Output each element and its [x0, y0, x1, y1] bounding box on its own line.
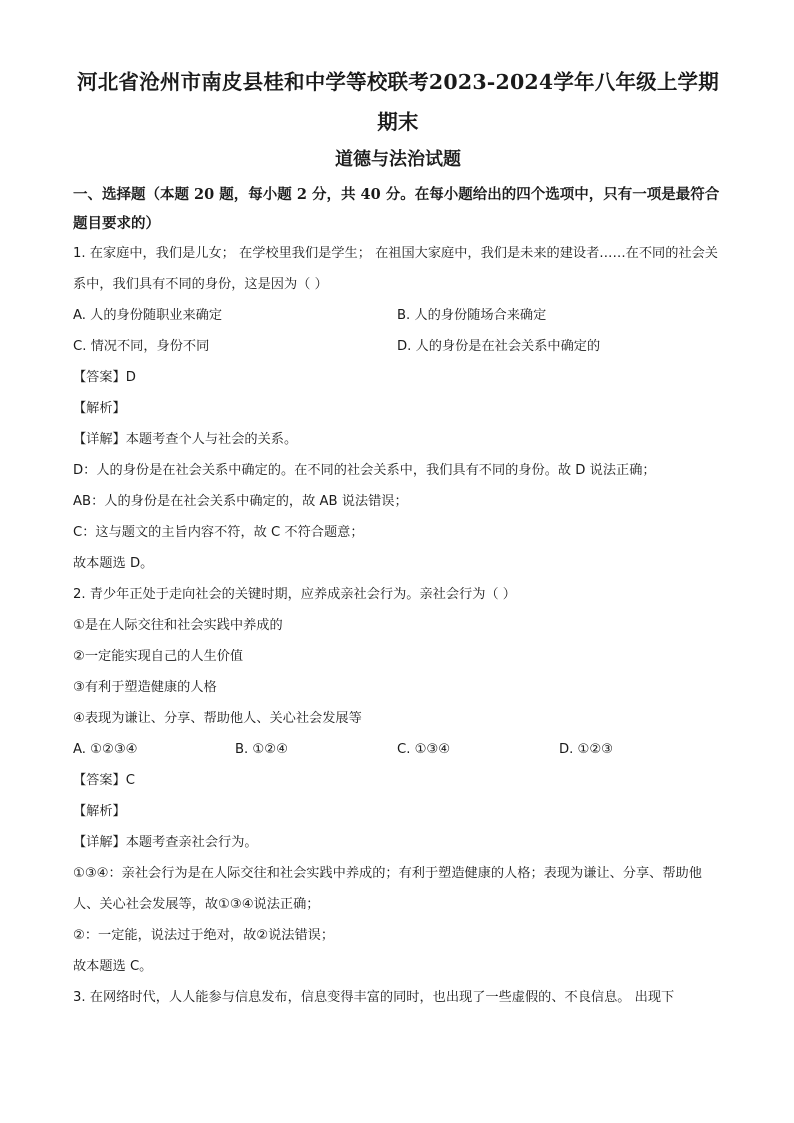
section-heading: 一、选择题（本题 20 题，每小题 2 分，共 40 分。在每小题给出的四个选项中，只有一项是最符合题目要求的）: [73, 186, 720, 232]
q2-item-2: ②一定能实现自己的人生价值: [73, 649, 244, 664]
q2-option-d: D. ①②③: [559, 742, 614, 757]
q1-analysis-label: 【解析】: [73, 401, 126, 416]
exam-subject: 道德与法治试题: [335, 149, 461, 170]
q1-option-d: D. 人的身份是在社会关系中确定的: [397, 339, 601, 354]
q1-options-row-2: [73, 331, 723, 362]
q1-answer: 【答案】D: [73, 370, 136, 385]
q1-option-c: C. 情况不同，身份不同: [73, 339, 210, 354]
q1-option-a: A. 人的身份随职业来确定: [73, 308, 223, 323]
q1-detail-5: 故本题选 D。: [73, 556, 154, 571]
q2-item-3: ③有利于塑造健康的人格: [73, 680, 217, 695]
q1-detail-4: C：这与题文的主旨内容不符，故 C 不符合题意；: [73, 525, 364, 540]
q2-options-row: [73, 734, 723, 765]
q2-detail-1: 【详解】本题考查亲社会行为。: [73, 835, 258, 850]
q1-option-b: B. 人的身份随场合来确定: [397, 308, 547, 323]
q2-option-a: A. ①②③④: [73, 742, 138, 757]
q2-detail-2: ①③④：亲社会行为是在人际交往和社会实践中养成的；有利于塑造健康的人格；表现为谦让、分享、帮助他人、关心社会发展等，故①③④说法正确；: [73, 866, 702, 912]
q3-stem: 3. 在网络时代，人人能参与信息发布，信息变得丰富的同时，也出现了一些虚假的、不良信息。 出现下: [73, 990, 675, 1005]
q1-options-row-1: [73, 300, 723, 331]
q2-stem: 2. 青少年正处于走向社会的关键时期，应养成亲社会行为。亲社会行为（ ）: [73, 587, 516, 602]
q2-option-c: C. ①③④: [397, 742, 451, 757]
q2-answer: 【答案】C: [73, 773, 135, 788]
exam-title-line1: 河北省沧州市南皮县桂和中学等校联考2023-2024学年八年级上学期: [77, 70, 719, 94]
q2-item-4: ④表现为谦让、分享、帮助他人、关心社会发展等: [73, 711, 362, 726]
q1-detail-1: 【详解】本题考查个人与社会的关系。: [73, 432, 298, 447]
q1-detail-2: D：人的身份是在社会关系中确定的。在不同的社会关系中，我们具有不同的身份。故 D 说法正确；: [73, 463, 656, 478]
q2-analysis-label: 【解析】: [73, 804, 126, 819]
q2-detail-4: 故本题选 C。: [73, 959, 153, 974]
exam-title-line2: 期末: [377, 110, 419, 134]
q2-detail-3: ②：一定能，说法过于绝对，故②说法错误；: [73, 928, 335, 943]
q1-stem: 1. 在家庭中，我们是儿女； 在学校里我们是学生； 在祖国大家庭中，我们是未来的建设者……在不同的社会关系中，我们具有不同的身份，这是因为（ ）: [73, 246, 718, 292]
q2-item-1: ①是在人际交往和社会实践中养成的: [73, 618, 283, 633]
q1-detail-3: AB：人的身份是在社会关系中确定的，故 AB 说法错误；: [73, 494, 408, 509]
document-page: [73, 62, 723, 1013]
q2-option-b: B. ①②④: [235, 742, 288, 757]
